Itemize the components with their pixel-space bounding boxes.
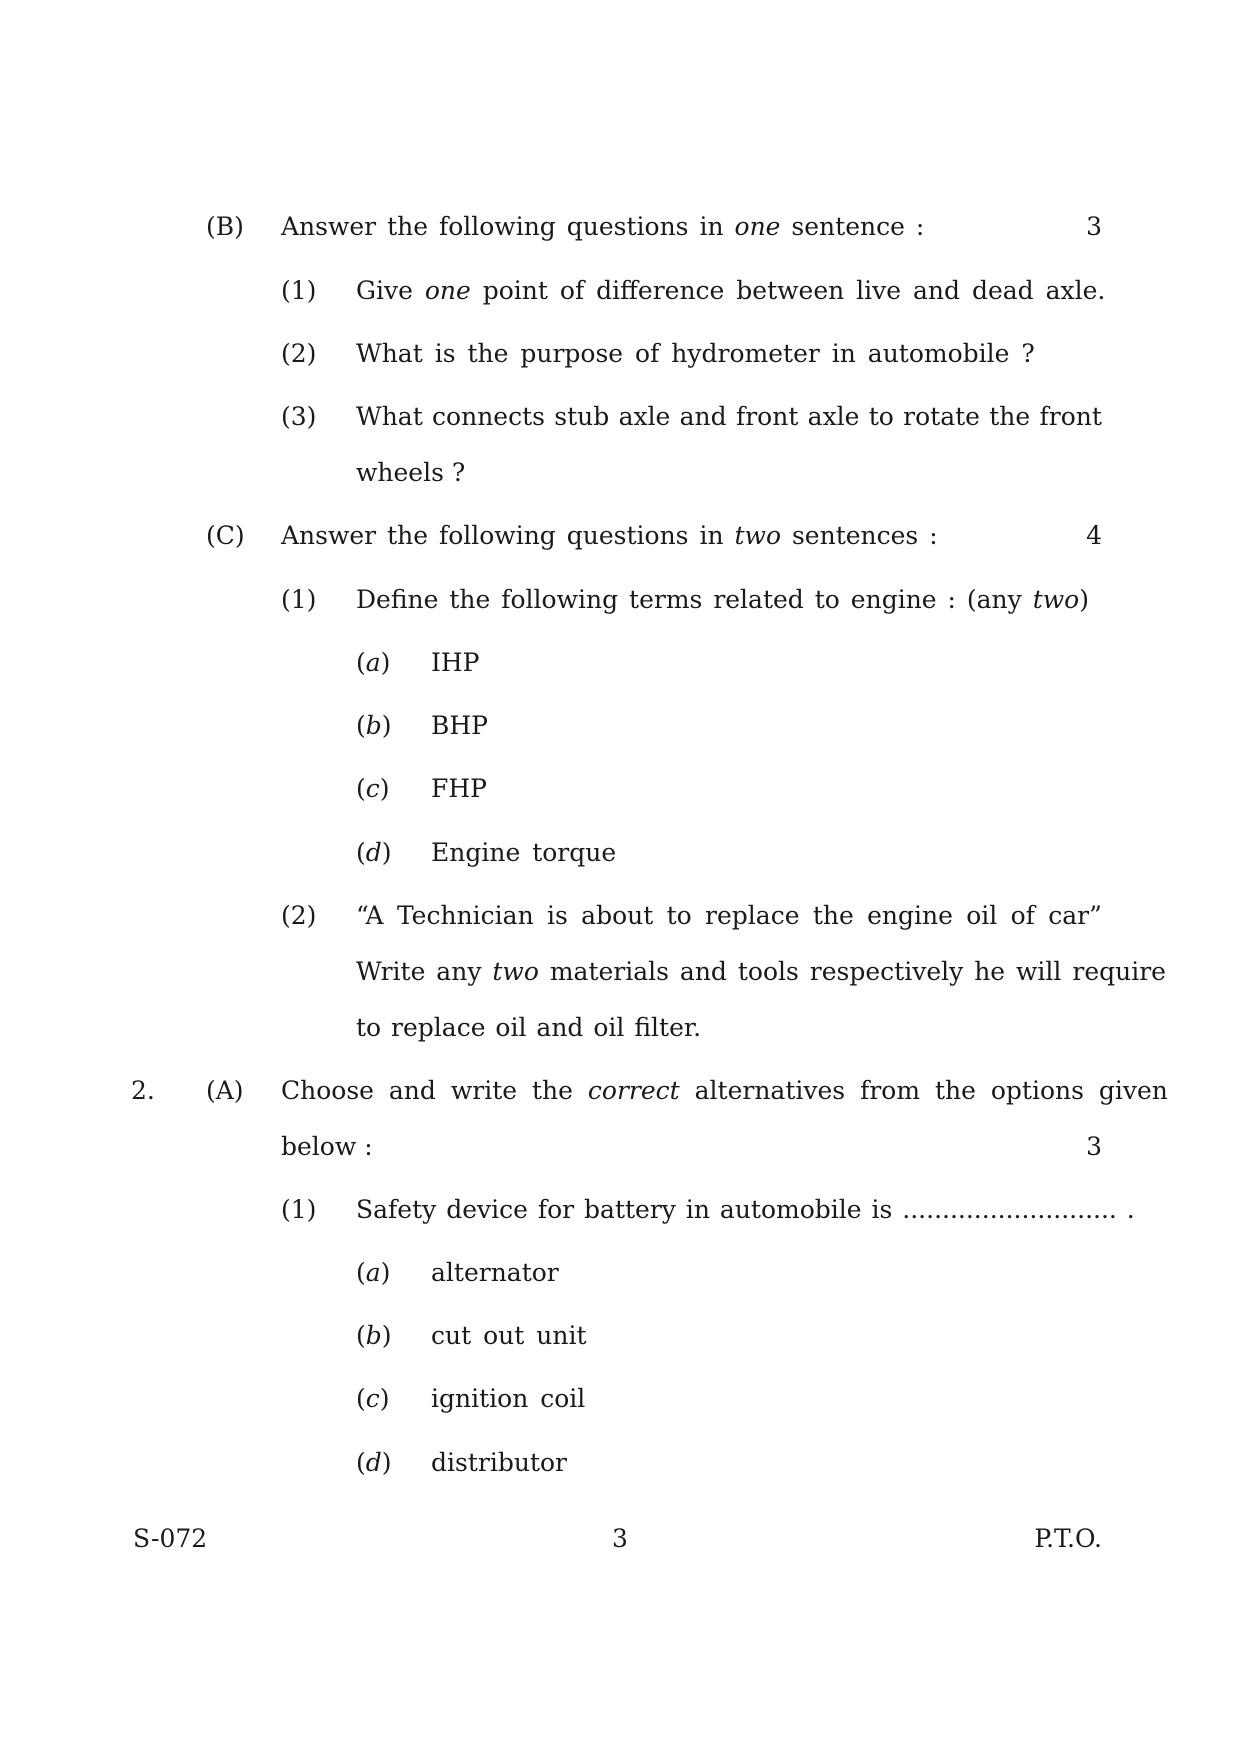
section-c-label: (C)	[206, 521, 245, 550]
option-text: BHP	[431, 711, 488, 740]
option-label: (d)	[356, 1448, 392, 1477]
section-b-q2-number: (2)	[281, 339, 317, 368]
section-b-label: (B)	[206, 212, 244, 241]
option-label: (c)	[356, 1384, 390, 1413]
option-text: IHP	[431, 648, 480, 677]
section-c-q2-line1: “A Technician is about to replace the engine oil of car”	[356, 901, 1102, 930]
question-2-q1-number: (1)	[281, 1195, 317, 1224]
section-b-q3-line2: wheels ?	[356, 458, 466, 487]
section-c-q2-number: (2)	[281, 901, 317, 930]
section-c-q2-line3: to replace oil and oil filter.	[356, 1013, 702, 1042]
question-2-section-a-prompt-line2: below :	[281, 1132, 373, 1161]
paper-code: S-072	[133, 1524, 208, 1553]
option-text: Engine torque	[431, 838, 617, 867]
option-label: (a)	[356, 1258, 391, 1287]
section-c-prompt: Answer the following questions in two sentences :	[281, 521, 938, 550]
section-b-q1-text: Give one point of difference between live and dead axle.	[356, 276, 1106, 305]
section-c-q1-text: Define the following terms related to engine : (any two)	[356, 585, 1089, 614]
option-label: (c)	[356, 774, 390, 803]
question-2-number: 2.	[131, 1076, 155, 1105]
option-text: FHP	[431, 774, 487, 803]
section-b-q2-text: What is the purpose of hydrometer in automobile ?	[356, 339, 1035, 368]
section-c-q2-line2: Write any two materials and tools respectively he will require	[356, 957, 1166, 986]
section-b-q1-number: (1)	[281, 276, 317, 305]
section-b-q3-line1: What connects stub axle and front axle to rotate the front	[356, 402, 1102, 431]
option-label: (b)	[356, 1321, 392, 1350]
page-number: 3	[612, 1524, 628, 1553]
section-b-q3-number: (3)	[281, 402, 317, 431]
option-label: (d)	[356, 838, 392, 867]
option-label: (a)	[356, 648, 391, 677]
section-c-marks: 4	[1086, 521, 1102, 550]
section-c-q1-number: (1)	[281, 585, 317, 614]
option-text: alternator	[431, 1258, 559, 1287]
pto-label: P.T.O.	[1034, 1524, 1102, 1553]
question-2-section-a-label: (A)	[206, 1076, 244, 1105]
option-text: distributor	[431, 1448, 567, 1477]
question-2-q1-text: Safety device for battery in automobile is ........................... .	[356, 1195, 1135, 1224]
question-2-section-a-marks: 3	[1086, 1132, 1102, 1161]
option-label: (b)	[356, 711, 392, 740]
section-b-prompt: Answer the following questions in one sentence :	[281, 212, 925, 241]
option-text: ignition coil	[431, 1384, 586, 1413]
option-text: cut out unit	[431, 1321, 587, 1350]
question-2-section-a-prompt-line1: Choose and write the correct alternatives from the options given	[281, 1076, 1168, 1105]
section-b-marks: 3	[1086, 212, 1102, 241]
